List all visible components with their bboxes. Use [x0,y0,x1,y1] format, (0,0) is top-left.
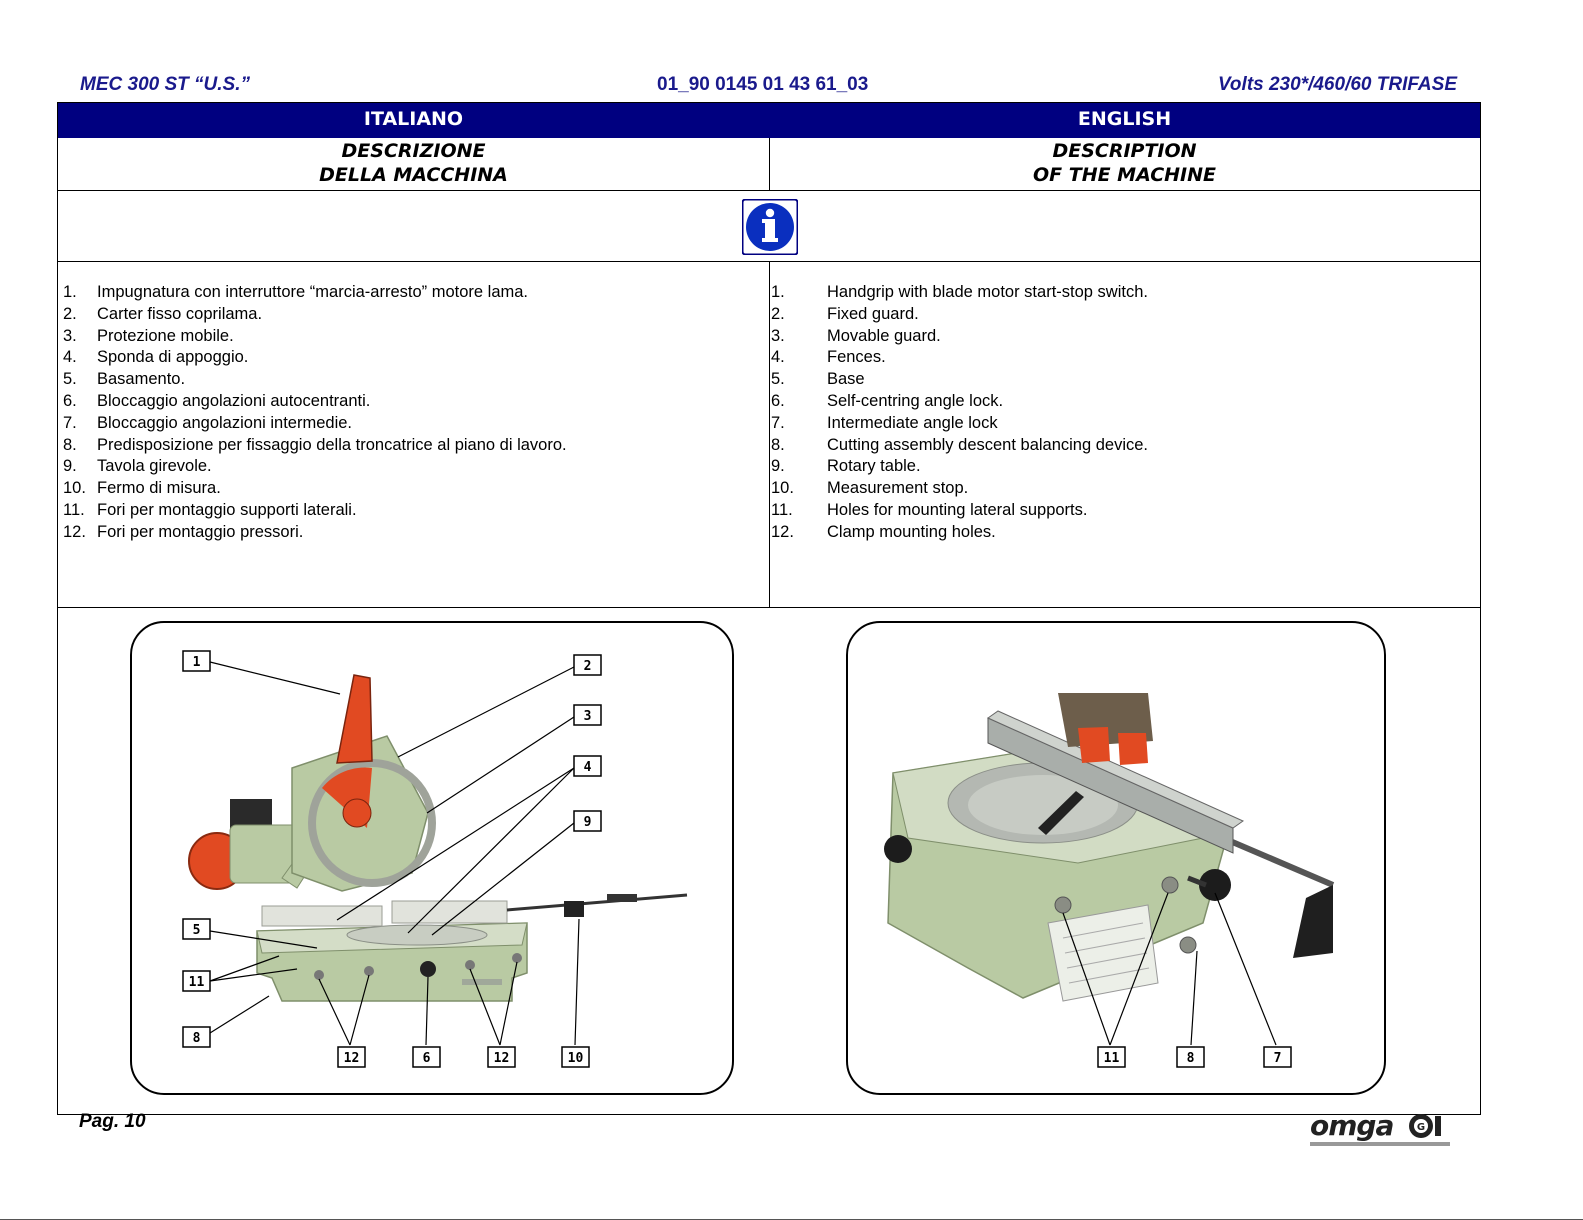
item-text: Bloccaggio angolazioni intermedie. [97,413,352,432]
svg-text:8: 8 [192,1031,201,1046]
item-number: 10. [63,479,86,498]
list-item [771,391,1148,413]
item-number: 3. [771,326,785,345]
item-text: Cutting assembly descent balancing device. [827,435,1149,454]
list-item [771,478,1148,500]
header-voltage: Volts 230*/460/60 TRIFASE [1217,74,1457,95]
callout-label [1177,1047,1204,1067]
svg-text:5: 5 [192,923,201,938]
section-title-english: DESCRIPTION OF THE MACHINE [1032,140,1217,186]
svg-text:11: 11 [188,975,205,990]
item-text: Measurement stop. [827,479,969,498]
item-number: 4. [63,348,77,367]
svg-text:G: G [1416,1122,1426,1133]
callout-label [574,811,601,831]
list-item [63,369,567,391]
svg-text:6: 6 [422,1051,431,1066]
column-title-italian: ITALIANO [363,108,464,130]
svg-text:7: 7 [1273,1051,1282,1066]
svg-text:12: 12 [343,1051,360,1066]
list-item [63,413,567,435]
callout-label [338,1047,365,1067]
section-title-italian: DESCRIZIONE DELLA MACCHINA [319,140,508,186]
list-item [63,478,567,500]
svg-text:3: 3 [583,709,592,724]
callout-label [183,651,210,671]
figure-machine-detail [846,621,1386,1095]
list-item [771,413,1148,435]
list-item [771,500,1148,522]
manual-page-frame [57,102,1481,1115]
item-number: 1. [771,283,785,301]
item-number: 8. [63,435,77,454]
omga-logo [1310,1112,1460,1150]
item-number: 1. [63,283,77,301]
list-item [771,456,1148,478]
divider [58,607,1480,608]
callout-label [1264,1047,1291,1067]
svg-text:1: 1 [192,655,201,670]
item-text: Bloccaggio angolazioni autocentranti. [97,391,371,410]
svg-text:9: 9 [583,815,592,830]
item-number: 2. [63,304,77,323]
list-item [771,326,1148,348]
item-number: 3. [63,326,77,345]
callout-label [183,971,210,991]
item-text: Movable guard. [827,326,941,345]
item-text: Impugnatura con interruttore “marcia-arresto” motore lama. [97,283,528,301]
item-text: Fori per montaggio pressori. [97,522,304,541]
item-number: 5. [771,370,785,389]
header-model: MEC 300 ST “U.S.” [80,74,250,95]
item-number: 7. [63,413,77,432]
svg-text:4: 4 [583,760,592,775]
item-number: 2. [771,304,785,323]
divider [58,190,1480,191]
language-bar [58,103,1480,138]
callout-label [183,919,210,939]
machine-detail-illustration [848,623,1384,1093]
item-number: 6. [771,391,785,410]
list-item [63,522,567,544]
item-text: Sponda di appoggio. [97,348,249,367]
item-text: Carter fisso coprilama. [97,304,263,323]
item-text: Clamp mounting holes. [827,522,996,541]
list-item [63,391,567,413]
column-divider [769,261,770,607]
callout-label [574,705,601,725]
callout-label [562,1047,589,1067]
item-text: Predisposizione per fissaggio della troncatrice al piano di lavoro. [97,435,567,454]
list-item [771,282,1148,304]
list-item [771,522,1148,544]
list-item [63,500,567,522]
parts-list-english [771,282,1148,544]
column-title-english: ENGLISH [1077,108,1172,130]
header-code: 01_90 0145 01 43 61_03 [657,74,869,95]
item-number: 12. [771,522,794,541]
column-divider [769,138,770,190]
svg-text:10: 10 [567,1051,584,1066]
svg-text:8: 8 [1186,1051,1195,1066]
item-text: Fori per montaggio supporti laterali. [97,500,357,519]
item-number: 12. [63,522,86,541]
list-item [63,304,567,326]
item-number: 6. [63,391,77,410]
item-text: Self-centring angle lock. [827,391,1004,410]
callout-label [413,1047,440,1067]
list-item [771,435,1148,457]
item-text: Basamento. [97,370,186,389]
list-item [63,347,567,369]
list-item [63,282,567,304]
item-text: Fermo di misura. [97,479,221,498]
item-number: 7. [771,413,785,432]
page-number: Pag. 10 [79,1111,146,1132]
item-number: 11. [771,500,793,519]
list-item [771,369,1148,391]
item-number: 9. [771,457,785,476]
item-text: Fences. [827,348,886,367]
item-number: 5. [63,370,77,389]
svg-text:omga: omga [1310,1112,1394,1142]
item-number: 8. [771,435,785,454]
item-text: Base [827,370,865,389]
item-text: Handgrip with blade motor start-stop switch. [827,283,1148,301]
item-text: Intermediate angle lock [827,413,998,432]
callout-label [183,1027,210,1047]
list-item [63,326,567,348]
machine-front-illustration [132,623,732,1093]
item-text: Holes for mounting lateral supports. [827,500,1088,519]
callout-label [1098,1047,1125,1067]
item-text: Tavola girevole. [97,457,212,476]
callout-label [574,756,601,776]
parts-list-italian [63,282,567,544]
item-text: Rotary table. [827,457,921,476]
item-text: Fixed guard. [827,304,919,323]
svg-text:11: 11 [1103,1051,1120,1066]
item-number: 11. [63,500,85,519]
callout-label [574,655,601,675]
list-item [63,456,567,478]
list-item [63,435,567,457]
callout-label [488,1047,515,1067]
list-item [771,347,1148,369]
item-number: 4. [771,348,785,367]
item-number: 9. [63,457,77,476]
list-item [771,304,1148,326]
item-number: 10. [771,479,794,498]
svg-text:12: 12 [493,1051,510,1066]
item-text: Protezione mobile. [97,326,234,345]
figure-machine-front [130,621,734,1095]
svg-text:2: 2 [583,659,592,674]
info-icon [742,199,798,255]
